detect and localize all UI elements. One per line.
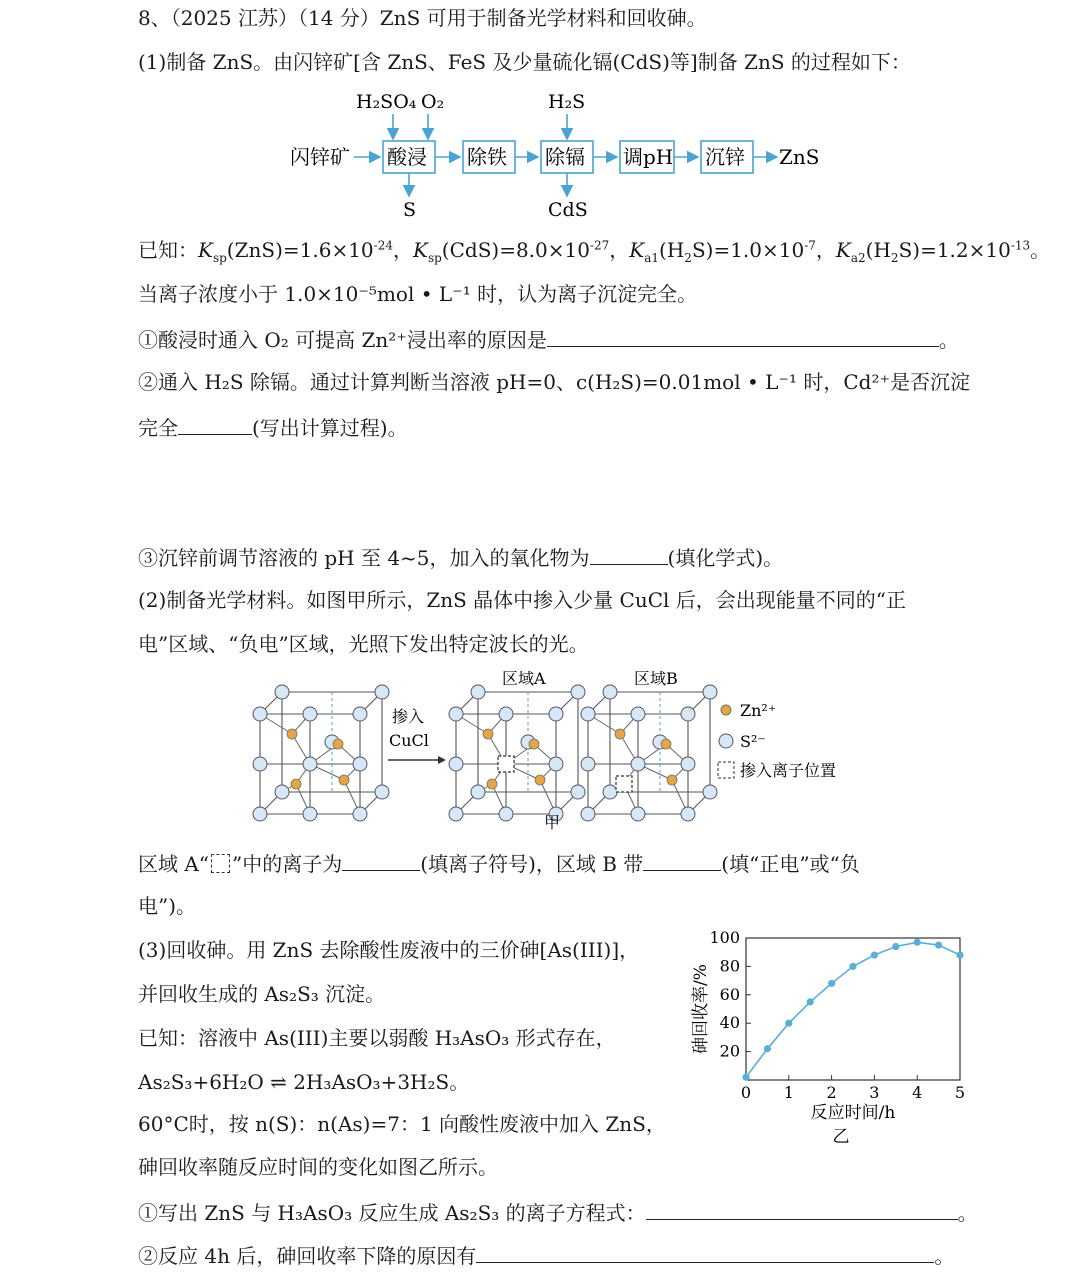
question-header: 8、（2025 江苏）（14 分）ZnS 可用于制备光学材料和回收砷。 [138,6,707,30]
answer-blank-1-2[interactable] [178,412,252,435]
data-point [742,1074,749,1081]
question-1-3: ③沉锌前调节溶液的 pH 至 4~5，加入的氧化物为 (填化学式)。 [138,542,783,572]
s-ion [631,807,645,821]
y-axis-label: 砷回收率/% [691,964,711,1054]
question-2-cont: 电”)。 [138,894,197,918]
question-3-1: ①写出 ZnS 与 H₃AsO₃ 反应生成 As₂S₃ 的离子方程式： 。 [138,1197,978,1227]
data-point [892,943,899,950]
crystal-cell [581,685,717,821]
legend-dope-icon [718,762,734,778]
s-ion [303,807,317,821]
legend-zn-label: Zn²⁺ [740,701,777,720]
answer-blank-3-1[interactable] [646,1197,958,1220]
s-ion [681,707,695,721]
crystal-cell [253,685,389,821]
recovery-curve [746,942,960,1077]
y-tick-label: 80 [719,956,740,976]
zn-ion [529,739,539,749]
data-point [914,939,921,946]
crystal-structure-figure [250,664,870,834]
part3-line-4: As₂S₃+6H₂O ⇌ 2H₃AsO₃+3H₂S。 [138,1070,470,1094]
s-ion [631,757,645,771]
reagent-h2s: H₂S [548,91,586,113]
part3-line-1: (3)回收砷。用 ZnS 去除酸性废液中的三价砷[As(III)]， [138,938,640,962]
question-1-2: ②通入 H₂S 除镉。通过计算判断当溶液 pH=0、c(H₂S)=0.01mol • L⁻¹ 时，Cd²⁺是否沉淀 [138,370,971,394]
x-tick-label: 0 [740,1083,752,1102]
zn-ion [287,729,297,739]
s-ion [275,785,289,799]
legend-s-label: S²⁻ [740,732,766,751]
answer-blank-2-a[interactable] [342,848,420,871]
s-ion [275,685,289,699]
doping-site-icon [211,854,230,873]
part2-intro-a: (2)制备光学材料。如图甲所示，ZnS 晶体中掺入少量 CuCl 后，会出现能量不同的“正 [138,588,906,612]
x-tick-label: 1 [783,1083,794,1102]
s-ion [471,785,485,799]
s-ion [303,707,317,721]
y-tick-label: 20 [719,1041,740,1061]
flow-start-label: 闪锌矿 [290,145,350,169]
x-axis-label: 反应时间/h [810,1103,896,1123]
arrow-label-cucl: CuCl [389,731,429,750]
s-ion [603,785,617,799]
s-ion [581,807,595,821]
zn-ion [291,779,301,789]
answer-blank-1-3[interactable] [590,542,668,565]
part3-line-2: 并回收生成的 As₂S₃ 沉淀。 [138,982,386,1006]
arrow-label-dope: 掺入 [392,707,425,726]
legend-s-icon [719,734,733,748]
s-ion [375,785,389,799]
x-tick-label: 4 [912,1083,923,1102]
answer-blank-3-2[interactable] [476,1240,934,1263]
question-3-2: ②反应 4h 后，砷回收率下降的原因有 。 [138,1240,954,1270]
s-ion [549,757,563,771]
s-ion [703,785,717,799]
data-point [849,963,856,970]
s-ion [581,757,595,771]
legend-dope-label: 掺入离子位置 [740,761,837,780]
svg-text:沉锌: 沉锌 [705,145,745,169]
answer-blank-1-1[interactable] [547,324,939,347]
s-ion [253,707,267,721]
process-flow-diagram [280,86,840,226]
s-ion [681,757,695,771]
question-1-2-cont: 完全 (写出计算过程)。 [138,412,408,442]
x-tick-label: 2 [826,1083,837,1102]
y-tick-label: 100 [709,928,740,947]
s-ion [375,685,389,699]
crystal-cell [449,685,585,821]
question-1-1: ①酸浸时通入 O₂ 可提高 Zn²⁺浸出率的原因是 。 [138,324,959,354]
y-tick-label: 40 [719,1013,740,1033]
flow-end-label: ZnS [779,145,820,169]
s-ion [353,757,367,771]
zn-ion [483,729,493,739]
s-ion [571,785,585,799]
region-a-label: 区域A [502,669,546,688]
s-ion [253,807,267,821]
s-ion [303,757,317,771]
chart-frame [746,938,960,1080]
figure-caption-jia: 甲 [544,813,561,832]
answer-blank-2-b[interactable] [643,848,721,871]
s-ion [571,685,585,699]
svg-text:除铁: 除铁 [467,145,507,169]
reagent-h2so4: H₂SO₄ [356,91,417,113]
s-ion [631,707,645,721]
s-ion [449,707,463,721]
zn-ion [535,775,545,785]
reagent-o2: O₂ [421,91,445,113]
data-point [807,998,814,1005]
y-tick-label: 60 [719,984,740,1004]
arsenic-recovery-chart [688,920,988,1150]
zn-ion [487,779,497,789]
part2-intro-b: 电”区域、“负电”区域，光照下发出特定波长的光。 [138,632,589,656]
part3-line-6: 砷回收率随反应时间的变化如图乙所示。 [138,1155,498,1179]
s-ion [703,685,717,699]
byproduct-s: S [403,199,417,221]
data-point [785,1020,792,1027]
svg-text:酸浸: 酸浸 [387,145,427,169]
part3-line-3: 已知：溶液中 As(III)主要以弱酸 H₃AsO₃ 形式存在， [138,1026,616,1050]
data-point [956,951,963,958]
x-tick-label: 5 [954,1083,966,1102]
s-ion [499,807,513,821]
s-ion [471,685,485,699]
zn-ion [667,775,677,785]
s-ion [681,807,695,821]
data-point [828,980,835,987]
zn-ion [333,739,343,749]
legend-zn-icon [721,705,731,715]
s-ion [449,757,463,771]
s-ion [253,757,267,771]
doping-site [616,776,632,792]
s-ion [603,685,617,699]
s-ion [353,707,367,721]
zn-ion [339,775,349,785]
complete-precipitation-criterion: 当离子浓度小于 1.0×10⁻⁵mol • L⁻¹ 时，认为离子沉淀完全。 [138,282,698,306]
s-ion [499,707,513,721]
data-point [764,1045,771,1052]
known-constants: 已知：$K_{sp}(ZnS)=1.6\times 10^{-24}$，$K_{sp}(CdS)=8.0\times 10^{-27}$，$K_{a1}(H_2S)=1.0\times 10^{-7}$，$K_{a2}(H_2S)=1.2\times 10^{-13}$。 [138,238,1051,265]
chart-caption-yi: 乙 [832,1127,850,1147]
s-ion [353,807,367,821]
svg-text:调pH: 调pH [623,145,674,169]
s-ion [581,707,595,721]
region-b-label: 区域B [634,669,678,688]
zn-ion [661,739,671,749]
question-2: 区域 A“ ”中的离子为 (填离子符号)，区域 B 带 (填“正电”或“负 [138,848,860,878]
s-ion [549,707,563,721]
zn-ion [615,729,625,739]
doping-site [498,756,514,772]
x-tick-label: 3 [869,1083,880,1102]
part3-line-5: 60°C时，按 n(S)：n(As)=7：1 向酸性废液中加入 ZnS， [138,1112,666,1136]
svg-text:除镉: 除镉 [545,145,585,169]
data-point [935,942,942,949]
byproduct-cds: CdS [548,199,588,221]
part1-intro: (1)制备 ZnS。由闪锌矿[含 ZnS、FeS 及少量硫化镉(CdS)等]制备 ZnS 的过程如下： [138,50,911,74]
data-point [871,951,878,958]
s-ion [449,807,463,821]
